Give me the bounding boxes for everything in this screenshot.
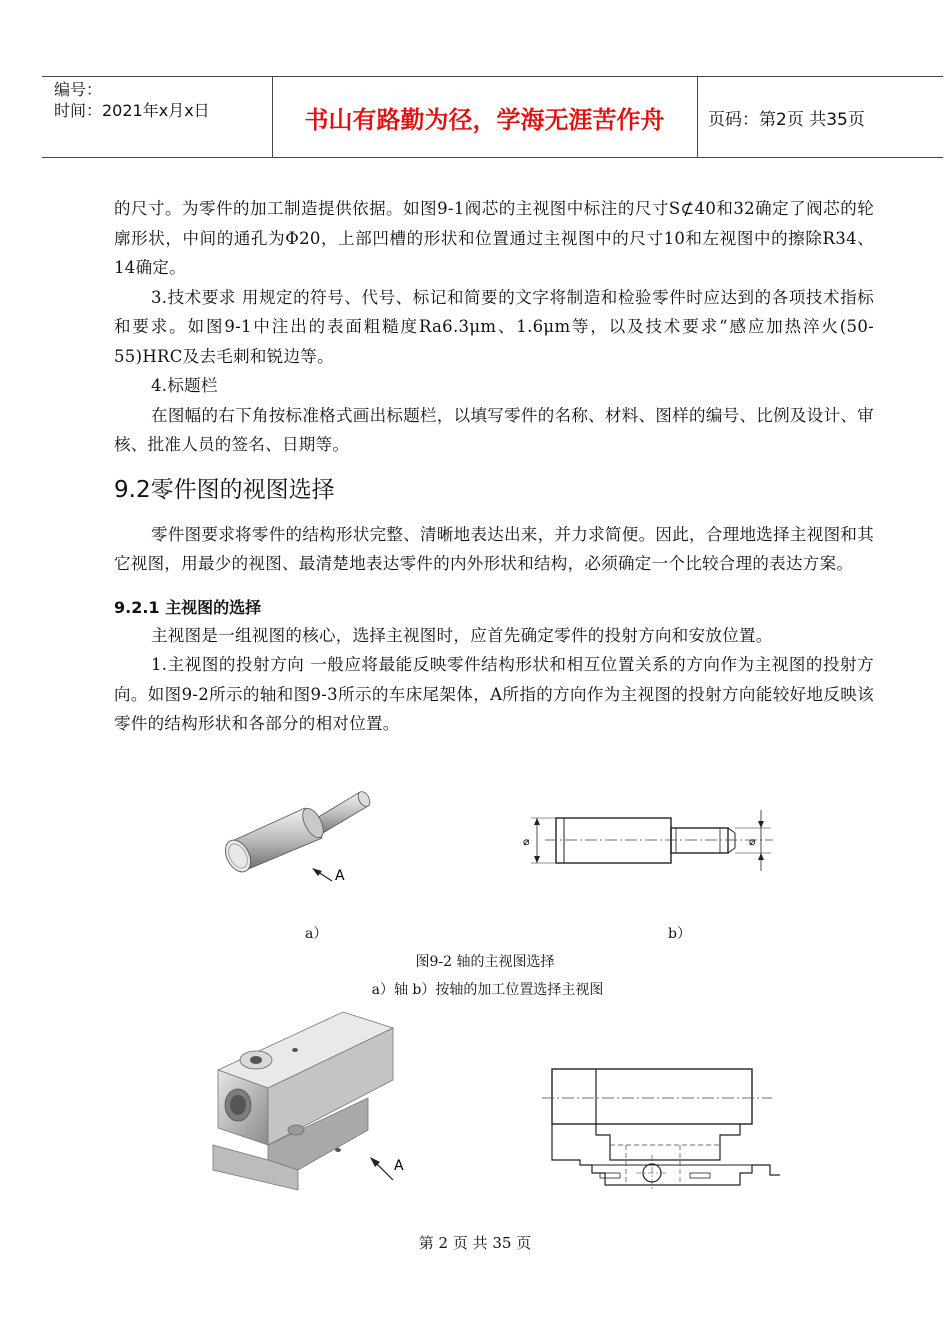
shaft-drawing	[515, 808, 780, 873]
number-label: 编号：	[54, 80, 103, 99]
header-page-info: 页码：第2页 共35页	[708, 109, 865, 130]
paragraph: 在图幅的右下角按标准格式画出标题栏，以填写零件的名称、材料、图样的编号、比例及设计、审核、批准人员的签名、日期等。	[114, 405, 874, 454]
document-body	[114, 194, 874, 739]
page-header	[42, 76, 943, 158]
header-motto: 书山有路勤为径，学海无涯苦作舟	[304, 105, 665, 134]
dimension-symbol: ⌀	[523, 835, 530, 848]
figure-label-a: a）	[305, 926, 328, 942]
tailstock-3d-illustration	[208, 1010, 418, 1200]
paragraph: 4.标题栏	[151, 376, 218, 395]
tailstock-drawing	[540, 1065, 790, 1190]
paragraph: 的尺寸。为零件的加工制造提供依据。如图9-1阀芯的主视图中标注的尺寸S⊄40和32确定了阀芯的轮廓形状，中间的通孔为Φ20，上部凹槽的形状和位置通过主视图中的尺寸10和左视图中的擦除R34、14确定。	[114, 199, 874, 277]
paragraph: 零件图要求将零件的结构形状完整、清晰地表达出来，并力求简便。因此，合理地选择主视图和其它视图，用最少的视图、最清楚地表达零件的内外形状和结构，必须确定一个比较合理的表达方案。	[114, 524, 874, 573]
time-label: 时间：2021年x月x日	[54, 101, 210, 120]
shaft-3d-illustration	[210, 782, 390, 897]
arrow-label: A	[335, 868, 345, 884]
paragraph: 1.主视图的投射方向 一般应将最能反映零件结构形状和相互位置关系的方向作为主视图的投射方向。如图9-2所示的轴和图9-3所示的车床尾架体，A所指的方向作为主视图的投射方向能较好地反映该零件的结构形状和各部分的相对位置。	[114, 655, 874, 733]
subsection-heading: 9.2.1 主视图的选择	[114, 597, 262, 617]
dimension-symbol: ⌀	[749, 835, 756, 848]
section-heading: 9.2零件图的视图选择	[114, 476, 335, 503]
figure-caption: 图9-2 轴的主视图选择	[415, 954, 555, 970]
header-meta	[54, 77, 272, 157]
arrow-label: A	[394, 1158, 404, 1174]
paragraph: 3.技术要求 用规定的符号、代号、标记和简要的文字将制造和检验零件时应达到的各项技术指标和要求。如图9-1中注出的表面粗糙度Ra6.3μm、1.6μm等，以及技术要求“感应加热淬火(50-55)HRC及去毛刺和锐边等。	[114, 287, 874, 366]
figure-subcaption: a）轴 b）按轴的加工位置选择主视图	[371, 982, 604, 998]
figure-label-b: b）	[668, 926, 691, 942]
paragraph: 主视图是一组视图的核心，选择主视图时，应首先确定零件的投射方向和安放位置。	[151, 625, 773, 645]
page-footer: 第 2 页 共 35 页	[418, 1234, 532, 1252]
